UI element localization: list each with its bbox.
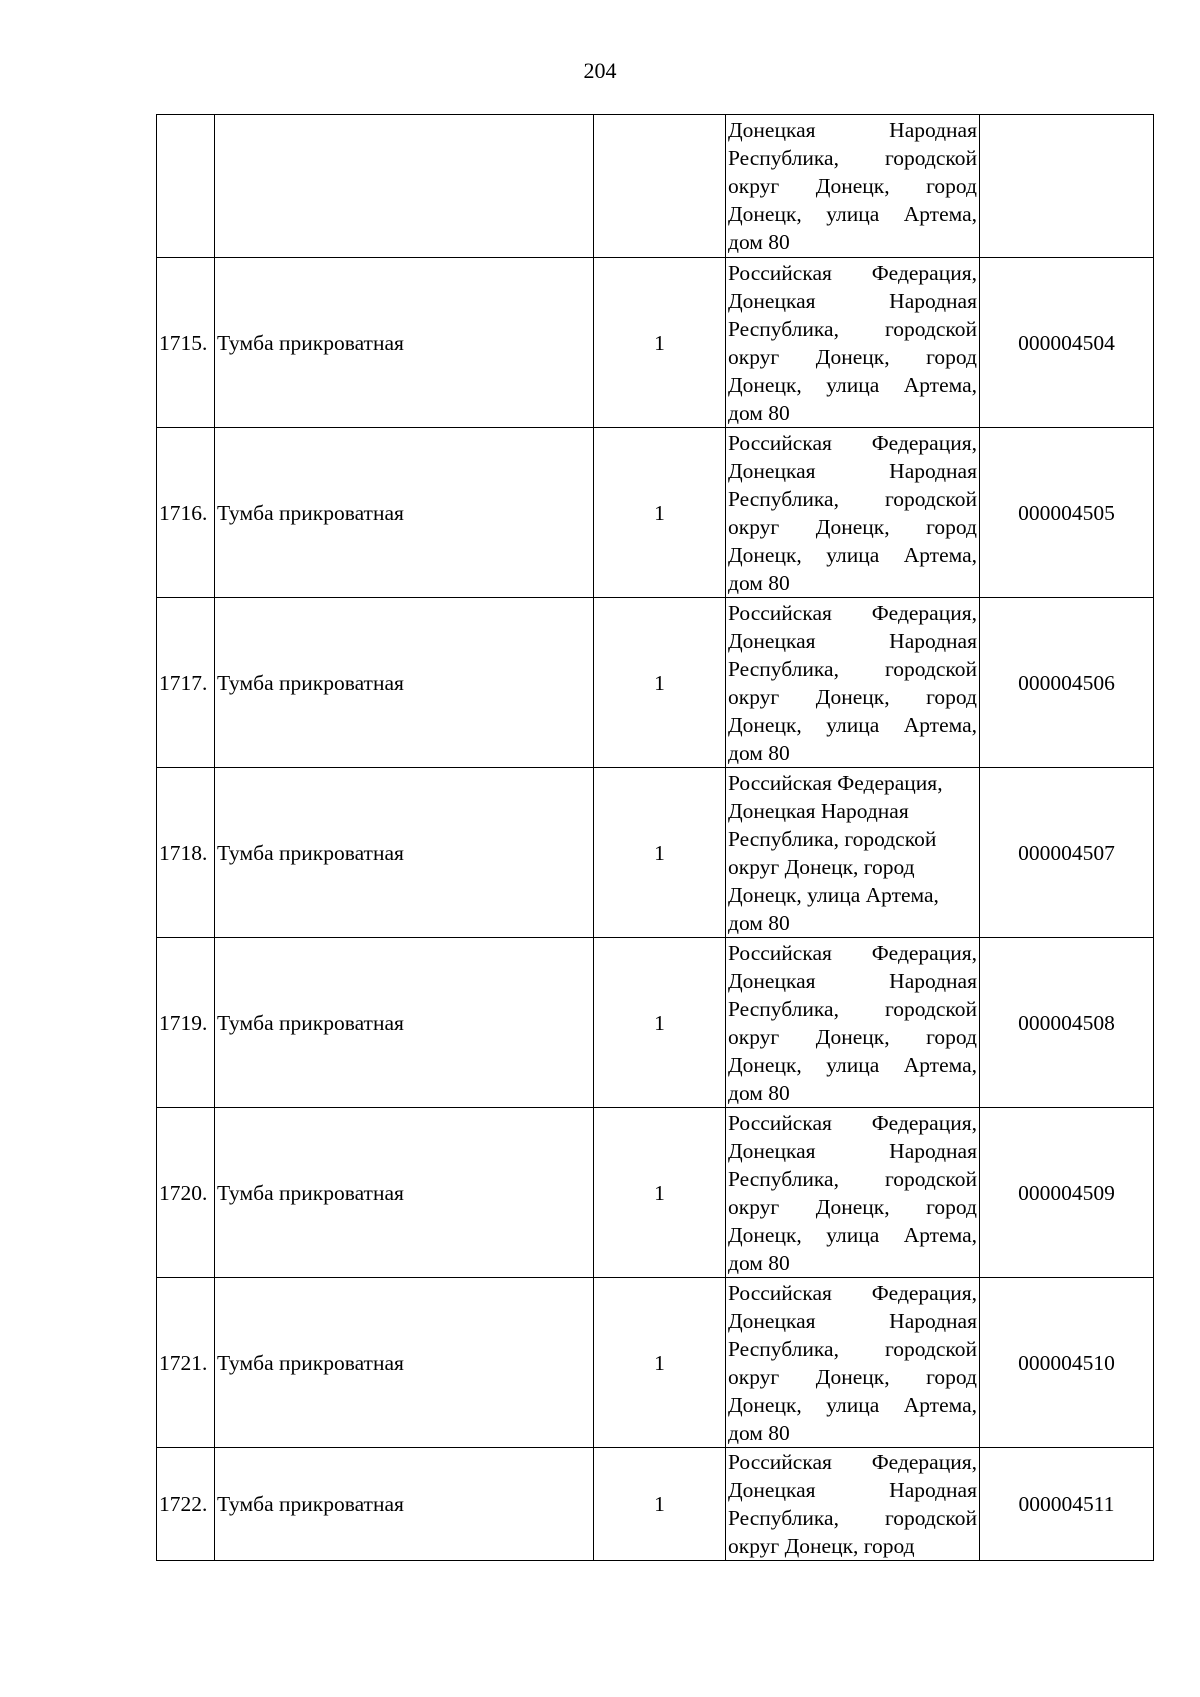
- inventory-number: 000004506: [980, 598, 1154, 768]
- quantity: 1: [594, 258, 726, 428]
- table-row: [157, 1108, 1154, 1278]
- table-row: [157, 258, 1154, 428]
- address: Российская Федерация, Донецкая Народная Республика, городской округ Донецк, город Донецк, улица Артема, дом 80: [726, 258, 980, 428]
- row-number: 1720.: [157, 1108, 215, 1278]
- item-name: Тумба прикроватная: [215, 428, 594, 598]
- address: Российская Федерация, Донецкая Народная Республика, городской округ Донецк, город Донецк, улица Артема, дом 80: [726, 1108, 980, 1278]
- page-number: 204: [583, 58, 617, 83]
- row-number: 1715.: [157, 258, 215, 428]
- row-number-cell: [157, 115, 215, 258]
- table-row: [157, 598, 1154, 768]
- row-number: 1719.: [157, 938, 215, 1108]
- inventory-number: 000004508: [980, 938, 1154, 1108]
- inventory-number: 000004504: [980, 258, 1154, 428]
- item-name: Тумба прикроватная: [215, 598, 594, 768]
- address: Российская Федерация, Донецкая Народная Республика, городской округ Донецк, город Донецк, улица Артема, дом 80: [726, 768, 980, 938]
- quantity-cell: [594, 115, 726, 258]
- address: Российская Федерация, Донецкая Народная Республика, городской округ Донецк, город Донецк, улица Артема, дом 80: [726, 1278, 980, 1448]
- address: Российская Федерация, Донецкая Народная Республика, городской округ Донецк, город: [726, 1448, 980, 1561]
- quantity: 1: [594, 598, 726, 768]
- inventory-number: 000004511: [980, 1448, 1154, 1561]
- quantity: 1: [594, 938, 726, 1108]
- quantity: 1: [594, 428, 726, 598]
- item-name: Тумба прикроватная: [215, 1448, 594, 1561]
- table-row: [157, 428, 1154, 598]
- inventory-number: 000004509: [980, 1108, 1154, 1278]
- row-number: 1717.: [157, 598, 215, 768]
- address-text: Донецкая Народная Республика, городской округ Донецк, город Донецк, улица Артема, дом 80: [728, 118, 977, 254]
- address: Российская Федерация, Донецкая Народная Республика, городской округ Донецк, город Донецк, улица Артема, дом 80: [726, 938, 980, 1108]
- item-name: Тумба прикроватная: [215, 938, 594, 1108]
- quantity: 1: [594, 768, 726, 938]
- row-number: 1716.: [157, 428, 215, 598]
- inventory-number: 000004505: [980, 428, 1154, 598]
- row-number: 1722.: [157, 1448, 215, 1561]
- inventory-table: [156, 114, 1154, 1561]
- address: Российская Федерация, Донецкая Народная Республика, городской округ Донецк, город Донецк, улица Артема, дом 80: [726, 598, 980, 768]
- table-row: [157, 1448, 1154, 1561]
- inventory-number: 000004507: [980, 768, 1154, 938]
- inventory-number: 000004510: [980, 1278, 1154, 1448]
- item-name: Тумба прикроватная: [215, 768, 594, 938]
- row-number: 1718.: [157, 768, 215, 938]
- quantity: 1: [594, 1108, 726, 1278]
- inventory-number-cell: [980, 115, 1154, 258]
- quantity: 1: [594, 1448, 726, 1561]
- row-number: 1721.: [157, 1278, 215, 1448]
- table-row: [157, 768, 1154, 938]
- item-name: Тумба прикроватная: [215, 1278, 594, 1448]
- table-row-continuation: [157, 115, 1154, 258]
- item-name-cell: [215, 115, 594, 258]
- address-cell: [726, 115, 980, 258]
- table-row: [157, 938, 1154, 1108]
- item-name: Тумба прикроватная: [215, 1108, 594, 1278]
- address: Российская Федерация, Донецкая Народная Республика, городской округ Донецк, город Донецк, улица Артема, дом 80: [726, 428, 980, 598]
- item-name: Тумба прикроватная: [215, 258, 594, 428]
- table-row: [157, 1278, 1154, 1448]
- quantity: 1: [594, 1278, 726, 1448]
